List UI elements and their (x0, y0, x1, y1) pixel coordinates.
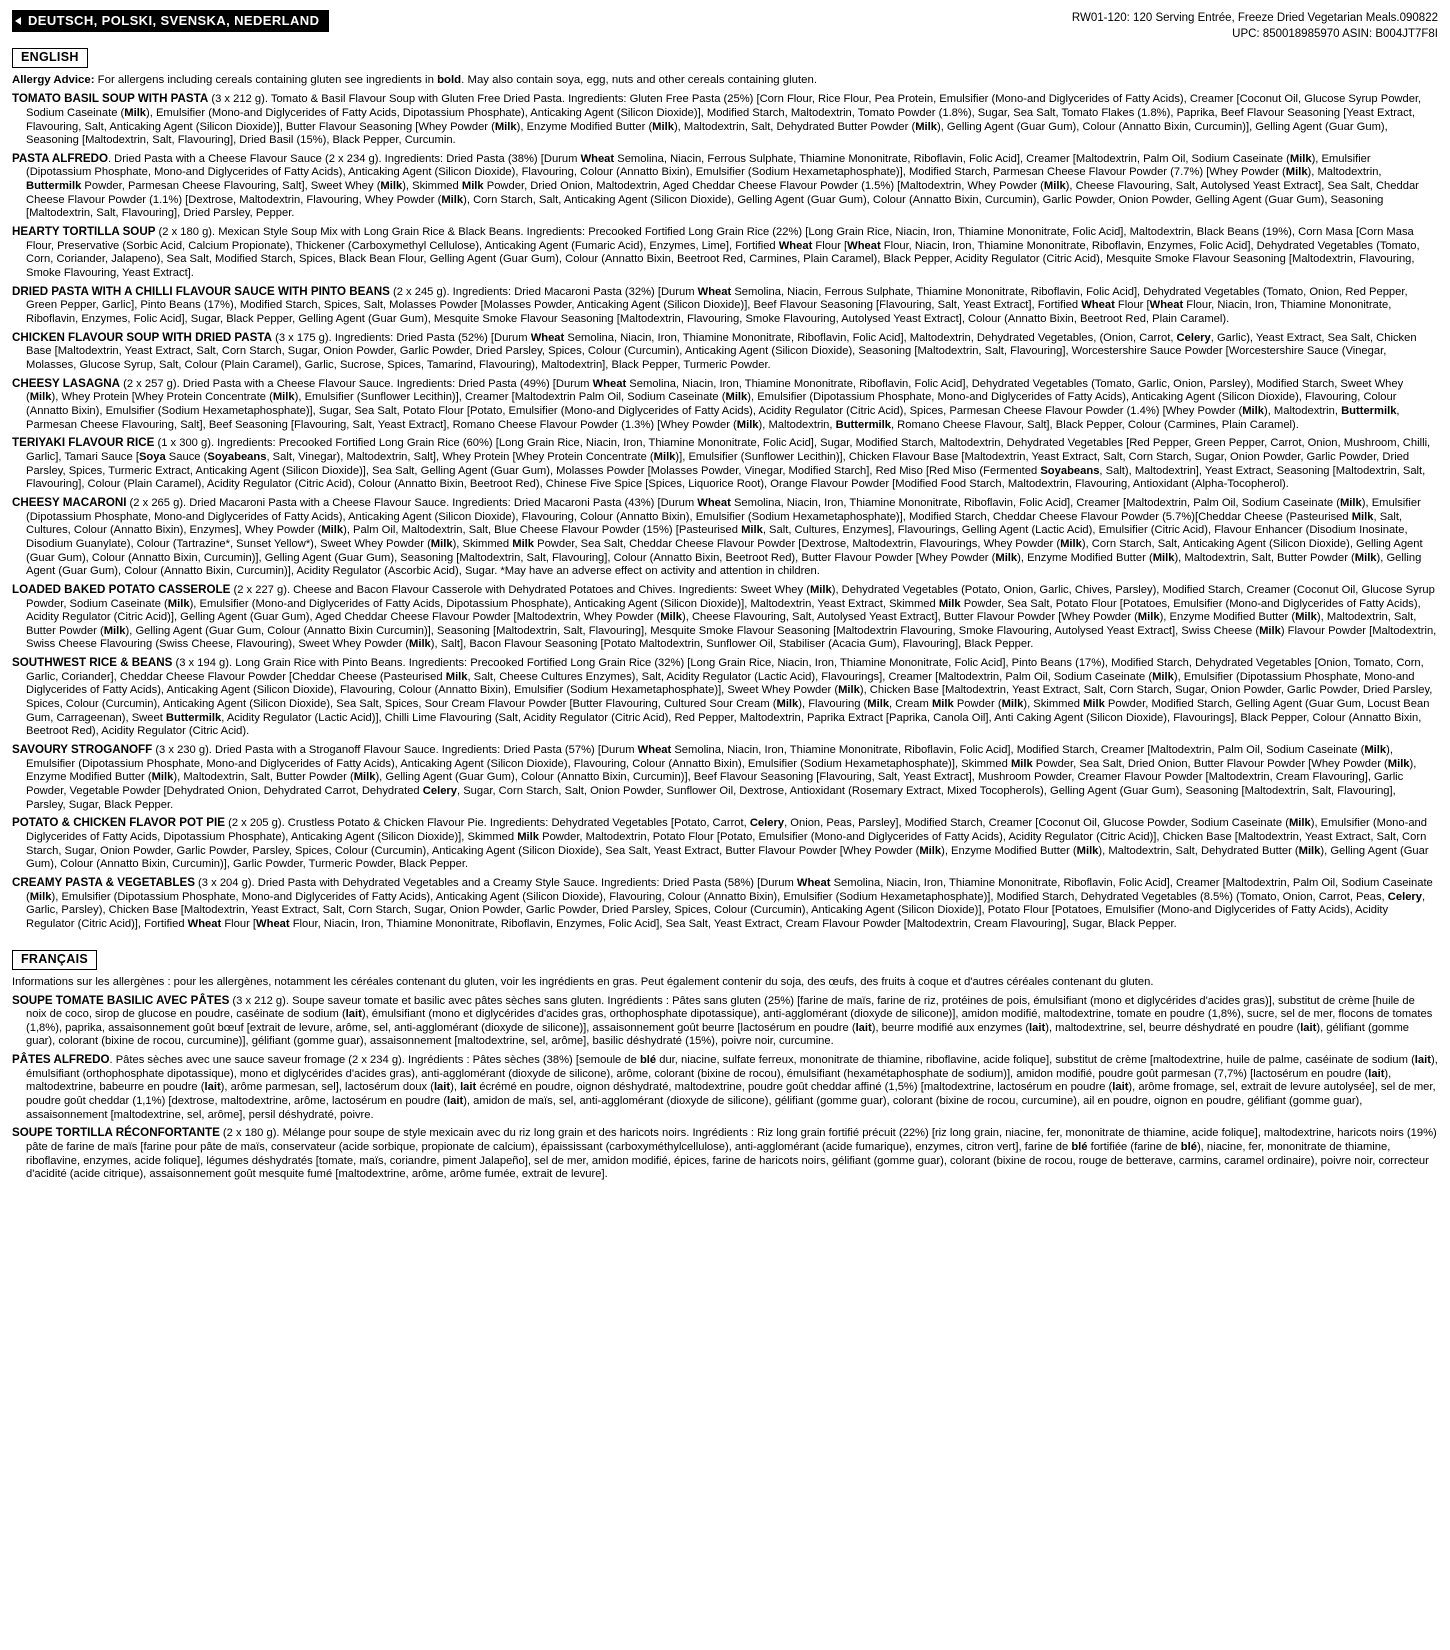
product-code-block (1072, 10, 1438, 42)
allergy-advice-text-2: . May also contain soya, egg, nuts and other cereals containing gluten. (461, 74, 817, 87)
section-tag-francais: FRANÇAIS (12, 950, 97, 970)
ingredient-name: POTATO & CHICKEN FLAVOR POT PIE (12, 816, 225, 830)
ingredient-entry (12, 1053, 1438, 1122)
ingredient-name: LOADED BAKED POTATO CASSEROLE (12, 582, 231, 596)
language-tab: DEUTSCH, POLSKI, SVENSKA, NEDERLAND (12, 10, 329, 32)
allergy-advice-bold: bold (437, 74, 462, 87)
ingredient-name: SOUPE TORTILLA RÉCONFORTANTE (12, 1126, 220, 1140)
header-bar (12, 10, 1438, 42)
ingredient-entry (12, 816, 1438, 872)
ingredients-list-francais (12, 994, 1438, 1183)
ingredient-name: CREAMY PASTA & VEGETABLES (12, 875, 195, 889)
ingredient-entry (12, 92, 1438, 148)
ingredient-entry (12, 331, 1438, 373)
ingredient-entry (12, 1126, 1438, 1182)
ingredient-name: DRIED PASTA WITH A CHILLI FLAVOUR SAUCE WITH PINTO BEANS (12, 284, 390, 298)
ingredient-name: SOUTHWEST RICE & BEANS (12, 656, 173, 670)
ingredient-text: . Pâtes sèches avec une sauce saveur fromage (2 x 234 g). Ingrédients : Pâtes sèches (38%) [semoule de blé dur, niacine, sulfate ferreux, mononitrate de thiamine, riboflavine, acide folique], substitut de crème [maltodextrine, huile de palme, caséinate de sodium (lait), émulsifiant (orthophosphate dipotassique), mono et diglycérides d'acides gras), anti-agglomérant (dioxyde de silicone), arôme, colorant (bixine de rocou), émulsifiant (hexamétaphosphate de sodium)], amidon modifié, poudre goût parmesan (7,7%) [lactosérum en poudre (lait), maltodextrine, babeurre en poudre (lait), arôme parmesan, sel], lactosérum doux (lait), lait écrémé en poudre, oignon déshydraté, maltodextrine, poudre goût cheddar affiné (1,5%) [maltodextrine, lactosérum en poudre (lait), arôme fromage, sel, extrait de levure autolysée], sel de mer, poudre goût cheddar (1,1%) [dextrose, maltodextrine, arôme, lactosérum en poudre (lait), amidon de maïs, sel, anti-agglomérant (dioxyde de silicone), gélifiant (gomme guar), colorant (bixine de rocou, curcumine), ail en poudre, oignon en poudre, gélifiant (gomme guar), assaisonnement [maltodextrine, sel, arôme], persil déshydraté, poivre. (26, 1054, 1438, 1121)
ingredient-entry (12, 152, 1438, 221)
ingredient-name: CHICKEN FLAVOUR SOUP WITH DRIED PASTA (12, 330, 273, 344)
ingredient-entry (12, 656, 1438, 739)
ingredient-text: (3 x 212 g). Soupe saveur tomate et basilic avec pâtes sèches sans gluten. Ingrédients : Pâtes sans gluten (25%) [farine de maïs, farine de riz, protéines de pois, émulsifiant (mono et diglycérides d'acides gras)], substitut de crème [huile de noix de coco, sirop de glucose en poudre, caséinate de sodium (lait), émulsifiant (mono et diglycérides d'acides gras, orthophosphate dipotassique), anti-agglomérant (dioxyde de silicone)], amidon modifié, maltodextrine, tomate en poudre (1,8%), sucre, sel de mer, flocons de tomates (1,8%), paprika, assaisonnement goût bœuf [extrait de levure, arôme, sel, anti-agglomérant (dioxyde de silicone)], assaisonnement goût beurre [lactosérum en poudre (lait), beurre modifié aux enzymes (lait), maltodextrine, sel, beurre déshydraté en poudre (lait), gélifiant (gomme guar), colorant (bixine de rocou, curcumine)], gélifiant (gomme guar), assaisonnement [maltodextrine, sel, arôme], basilic déshydraté (15%), poivre noir, curcumine. (26, 994, 1433, 1048)
ingredient-text: . Dried Pasta with a Cheese Flavour Sauce (2 x 234 g). Ingredients: Dried Pasta (38%) [Durum Wheat Semolina, Niacin, Ferrous Sulphate, Thiamine Mononitrate, Riboflavin, Folic Acid], Creamer [Maltodextrin, Palm Oil, Sodium Caseinate (Milk), Emulsifier (Dipotassium Phosphate, Mono-and Diglycerides of Fatty Acids), Anticaking Agent (Silicon Dioxide), Flavouring, Colour (Annatto Bixin), Emulsifier (Sodium Hexametaphosphate)], Modified Starch, Parmesan Cheese Flavour Powder (7.7%) [Whey Powder (Milk), Maltodextrin, Buttermilk Powder, Parmesan Cheese Flavouring, Salt], Sweet Whey (Milk), Skimmed Milk Powder, Dried Onion, Maltodextrin, Aged Cheddar Cheese Flavour Powder (1.5%) [Maltodextrin, Whey Powder (Milk), Cheese Flavouring, Salt, Autolysed Yeast Extract], Sea Salt, Cheddar Cheese Flavour Powder (1.1%) [Dextrose, Maltodextrin, Flavouring, Whey Powder (Milk), Corn Starch, Salt, Anticaking Agent (Silicon Dioxide), Gelling Agent (Guar Gum), Colour (Annatto Bixin, Curcumin), Garlic Powder, Onion Powder, Gelling Agent (Guar Gum), Seasoning [Maltodextrin, Salt, Flavouring], Dried Parsley, Pepper. (26, 152, 1419, 220)
ingredient-text: (2 x 180 g). Mexican Style Soup Mix with Long Grain Rice & Black Beans. Ingredients: Precooked Fortified Long Grain Rice (22%) [Long Grain Rice, Niacin, Iron, Thiamine Mononitrate, Folic Acid], Maltodextrin, Black Beans (19%), Corn Masa [Corn Masa Flour, Preservative (Sorbic Acid, Calcium Propionate), Thickener (Carboxymethyl Cellulose), Anticaking Agent (Fumaric Acid), Enzymes, Lime], Fortified Wheat Flour [Wheat Flour, Niacin, Iron, Thiamine Mononitrate, Riboflavin, Enzymes, Folic Acid], Dehydrated Vegetables (Tomato, Corn, Coriander, Jalapeno), Sea Salt, Modified Starch, Spices, Black Bean Flour, Gelling Agent (Guar Gum), Colour (Annatto Bixin, Beetroot Red, Carmines, Plain Caramel), Black Pepper, Acidity Regulator (Citric Acid), Mesquite Smoke Flavour Seasoning [Maltodextrin, Flavouring, Smoke Flavouring, Yeast Extract]. (26, 226, 1420, 280)
allergy-advice-label: Allergy Advice: (12, 74, 95, 87)
ingredient-name: TOMATO BASIL SOUP WITH PASTA (12, 92, 209, 106)
ingredient-text: (2 x 205 g). Crustless Potato & Chicken Flavour Pie. Ingredients: Dehydrated Vegetables [Potato, Carrot, Celery, Onion, Peas, Parsley], Modified Starch, Creamer [Coconut Oil, Glucose Powder, Sodium Caseinate (Milk), Emulsifier (Mono-and Diglycerides of Fatty Acids, Dipotassium Phosphate), Anticaking Agent (Silicon Dioxide)], Skimmed Milk Powder, Maltodextrin, Potato Flour [Potato, Emulsifier (Mono-and Diglycerides of Fatty Acids), Acidity Regulator (Citric Acid)], Chicken Base [Maltodextrin, Yeast Extract, Salt, Corn Starch, Sugar, Onion Powder, Garlic Powder, Parsley, Spices, Colour (Curcumin), Anticaking Agent (Silicon Dioxide), Sea Salt, Yeast Extract, Butter Flavour Powder [Whey Powder (Milk), Enzyme Modified Butter (Milk), Maltodextrin, Salt, Dehydrated Butter (Milk), Gelling Agent (Guar Gum), Colour (Annatto Bixin, Curcumin)], Garlic Powder, Turmeric Powder, Black Pepper. (26, 817, 1429, 871)
ingredient-name: SOUPE TOMATE BASILIC AVEC PÂTES (12, 993, 230, 1007)
ingredient-text: (2 x 180 g). Mélange pour soupe de style mexicain avec du riz long grain et des haricots noirs. Ingrédients : Riz long grain fortifié précuit (22%) [riz long grain, niacine, fer, mononitrate de thiamine, acide folique], maltodextrine, haricots noirs (19%) pâte de farine de maïs [farine pour pâte de maïs, conservateur (acide sorbique, propionate de calcium), épaississant (carboxyméthylcellulose), anti-agglomérant (acide fumarique), enzymes, citron vert], farine de blé fortifiée (farine de blé), niacine, fer, mononitrate de thiamine, riboflavine, enzymes, acide folique], légumes déshydratés [tomate, maïs, coriandre, piment Jalapeño], sel de mer, amidon modifié, épices, farine de haricots noirs, gélifiant (gomme guar), colorant (bixine de rocou, rouge de betterave, carmins, caramel ordinaire), poivre noir, correcteur d'acidité (acide citrique), assaisonnement goût mesquite fumé [maltodextrine, arôme, arôme fumée, extrait de levure]. (26, 1127, 1437, 1181)
product-code: RW01-120: 120 Serving Entrée, Freeze Dried Vegetarian Meals.090822 (1071, 12, 1438, 24)
ingredient-name: CHEESY MACARONI (12, 495, 127, 509)
ingredient-text: (2 x 257 g). Dried Pasta with a Cheese Flavour Sauce. Ingredients: Dried Pasta (49%) [Durum Wheat Semolina, Niacin, Iron, Thiamine Mononitrate, Riboflavin, Folic Acid], Dehydrated Vegetables (Tomato, Garlic, Onion, Parsley), Modified Starch, Sweet Whey (Milk), Whey Protein [Whey Protein Concentrate (Milk), Emulsifier (Sunflower Lecithin)], Creamer [Maltodextrin Palm Oil, Sodium Caseinate (Milk), Emulsifier (Dipotassium Phosphate, Mono-and Diglycerides of Fatty Acids), Anticaking Agent (Silicon Dioxide), Flavouring, Colour (Annatto Bixin), Emulsifier (Sodium Hexametaphosphate)], Sugar, Sea Salt, Potato Flour [Potato, Emulsifier (Mono-and Diglycerides of Fatty Acids), Acidity Regulator (Citric Acid), Spices, Parmesan Cheese Flavour Powder (1.4%) [Whey Powder (Milk), Maltodextrin, Buttermilk, Parmesan Cheese Flavouring, Salt], Beef Seasoning [Flavouring, Salt, Yeast Extract], Romano Cheese Flavour Powder (1.3%) [Whey Powder (Milk), Maltodextrin, Buttermilk, Romano Cheese Flavour, Salt], Black Pepper, Colour (Carmines, Plain Caramel). (26, 377, 1404, 431)
ingredient-text: (3 x 230 g). Dried Pasta with a Stroganoff Flavour Sauce. Ingredients: Dried Pasta (57%) [Durum Wheat Semolina, Niacin, Iron, Thiamine Mononitrate, Riboflavin, Folic Acid], Modified Starch, Creamer [Maltodextrin, Palm Oil, Sodium Caseinate (Milk), Emulsifier (Dipotassium Phosphate, Mono-and Diglycerides of Fatty Acids), Anticaking Agent (Silicon Dioxide), Flavouring, Colour (Annatto Bixin), Emulsifier (Sodium Hexametaphosphate)], Skimmed Milk Powder, Sea Salt, Dried Onion, Butter Flavour Powder [Whey Powder (Milk), Enzyme Modified Butter (Milk), Maltodextrin, Salt, Butter Powder (Milk), Gelling Agent (Guar Gum), Colour (Annatto Bixin, Curcumin)], Beef Flavour Seasoning [Flavouring, Salt, Yeast Extract], Mushroom Powder, Creamer Flavour Powder [Maltodextrin, Cream Flavouring], Garlic Powder, Vegetable Powder [Dehydrated Onion, Dehydrated Carrot, Dehydrated Celery, Sugar, Corn Starch, Salt, Onion Powder, Sunflower Oil, Dextrose, Antioxidant (Rosemary Extract, Mixed Tocopherols), Gelling Agent (Guar Gum), Seasoning [Maltodextrin, Salt, Flavouring], Parsley, Sugar, Black Pepper. (26, 744, 1417, 811)
ingredient-entry (12, 876, 1438, 932)
ingredient-entry (12, 377, 1438, 433)
product-identifiers: UPC: 850018985970 ASIN: B004JT7F8I (1232, 27, 1438, 40)
ingredient-entry (12, 225, 1438, 281)
allergy-advice-text-1: For allergens including cereals containing gluten see ingredients in (94, 74, 438, 87)
ingredient-text: (3 x 175 g). Ingredients: Dried Pasta (52%) [Durum Wheat Semolina, Niacin, Iron, Thiamine Mononitrate, Riboflavin, Folic Acid], Maltodextrin, Dehydrated Vegetables, (Onion, Carrot, Celery, Garlic), Yeast Extract, Sea Salt, Chicken Base [Maltodextrin, Yeast Extract, Salt, Corn Starch, Sugar, Onion Powder, Garlic Powder, Dried Parsley, Spices, Colour (Curcumin), Anticaking Agent (Silicon Dioxide), Seasoning [Maltodextrin, Salt, Flavouring], Worcestershire Sauce Powder [Worcestershire Sauce (Vinegar, Molasses, Glucose Syrup, Salt, Colour (Plain Caramel), Garlic, Sucrose, Spices, Tamarind, Flavouring), Maltodextrin], Black Pepper, Turmeric Powder. (26, 331, 1417, 371)
ingredient-name: PÂTES ALFREDO (12, 1053, 110, 1067)
ingredient-text: (2 x 245 g). Ingredients: Dried Macaroni Pasta (32%) [Durum Wheat Semolina, Niacin, Ferrous Sulphate, Thiamine Mononitrate, Riboflavin, Folic Acid], Dehydrated Vegetables (Tomato, Onion, Red Pepper, Green Pepper, Garlic], Pinto Beans (17%), Modified Starch, Spices, Salt, Molasses Powder [Molasses Powder, Anticaking Agent (Silicon Dioxide)], Beef Flavour Seasoning [Flavouring, Salt, Yeast Extract], Fortified Wheat Flour [Wheat Flour, Niacin, Iron, Thiamine Mononitrate, Riboflavin, Enzymes, Folic Acid], Sugar, Black Pepper, Gelling Agent (Guar Gum), Mesquite Smoke Flavour Seasoning [Maltodextrin, Flavouring, Smoke Flavouring, Autolysed Yeast Extract], Colour (Annatto Bixin, Beetroot Red, Plain Caramel). (26, 285, 1408, 326)
ingredient-name: SAVOURY STROGANOFF (12, 743, 153, 757)
ingredient-name: TERIYAKI FLAVOUR RICE (12, 436, 155, 450)
ingredient-entry (12, 285, 1438, 327)
ingredient-name: HEARTY TORTILLA SOUP (12, 225, 156, 239)
ingredient-entry (12, 496, 1438, 579)
ingredient-entry (12, 436, 1438, 492)
ingredient-name: CHEESY LASAGNA (12, 376, 121, 390)
ingredient-name: PASTA ALFREDO (12, 151, 108, 165)
section-tag-english: ENGLISH (12, 48, 88, 68)
ingredient-text: (1 x 300 g). Ingredients: Precooked Fortified Long Grain Rice (60%) [Long Grain Rice, Niacin, Iron, Thiamine Mononitrate, Folic Acid], Sugar, Modified Starch, Maltodextrin, Dehydrated Vegetables [Red Pepper, Green Pepper, Carrot, Onion, Mushroom, Chilli, Garlic], Tamari Sauce [Soya Sauce (Soyabeans, Salt, Vinegar), Maltodextrin, Salt], Whey Protein [Whey Protein Concentrate (Milk)], Emulsifier (Sunflower Lecithin)], Chicken Flavour Base [Maltodextrin, Yeast Extract, Salt, Corn Starch, Sugar, Onion Powder, Garlic Powder, Dried Parsley, Spices, Turmeric Extract, Anticaking Agent (Silicon Dioxide)], Sea Salt, Gelling Agent (Guar Gum), Molasses Powder [Molasses Powder, Vinegar, Modified Starch], Red Miso [Red Miso (Fermented Soyabeans, Salt), Maltodextrin], Yeast Extract, Seasoning [Maltodextrin, Salt, Flavouring], Colour (Plain Caramel), Acidity Regulator (Citric Acid), Colour (Annatto Bixin, Beetroot Red), Chinese Five Spice [Spices, Liquorice Root), Orange Flavour Powder [Modified Food Starch, Maltodextrin, Flavouring, Antioxidant (Alpha-Tocopherol). (26, 437, 1431, 491)
ingredient-text: (3 x 212 g). Tomato & Basil Flavour Soup with Gluten Free Dried Pasta. Ingredients: Gluten Free Pasta (25%) [Corn Flour, Rice Flour, Pea Protein, Emulsifier (Mono-and Diglycerides of Fatty Acids), Creamer [Coconut Oil, Glucose Syrup Powder, Sodium Caseinate (Milk), Emulsifier (Mono-and Diglycerides of Fatty Acids, Dipotassium Phosphate), Anticaking Agent (Silicon Dioxide)], Modified Starch, Maltodextrin, Tomato Powder (1.8%), Sugar, Sea Salt, Tomato Flakes (1.8%), Paprika, Beef Flavour Seasoning [Yeast Extract, Flavouring, Salt, Anticaking Agent (Silicon Dioxide)], Butter Flavour Seasoning [Whey Powder (Milk), Enzyme Modified Butter (Milk), Maltodextrin, Salt, Dehydrated Butter Powder (Milk), Gelling Agent (Guar Gum), Colour (Annatto Bixin, Curcumin)], Gelling Agent (Guar Gum), Seasoning [Maltodextrin, Salt, Flavouring], Dried Basil (15%), Black Pepper, Curcumin. (26, 93, 1422, 147)
ingredient-text: (2 x 227 g). Cheese and Bacon Flavour Casserole with Dehydrated Potatoes and Chives. Ingredients: Sweet Whey (Milk), Dehydrated Vegetables (Potato, Onion, Garlic, Chives, Parsley), Modified Starch, Creamer (Coconut Oil, Glucose Syrup Powder, Sodium Caseinate (Milk), Emulsifier (Mono-and Diglycerides of Fatty Acids, Dipotassium Phosphate), Anticaking Agent (Silicon Dioxide)], Maltodextrin, Yeast Extract, Skimmed Milk Powder, Sea Salt, Potato Flour [Potatoes, Emulsifier (Mono-and Diglycerides of Fatty Acids), Acidity Regulator (Citric Acid)], Gelling Agent (Guar Gum), Aged Cheddar Cheese Flavour Powder [Maltodextrin, Whey Powder (Milk), Cheese Flavouring, Salt, Autolysed Yeast Extract], Butter Flavour Powder [Whey Powder (Milk), Enzyme Modified Butter (Milk), Maltodextrin, Salt, Butter Powder (Milk), Gelling Agent (Guar Gum, Colour (Annatto Bixin Curcumin)], Seasoning [Maltodextrin, Salt, Flavouring], Mesquite Smoke Flavour Seasoning [Maltodextrin Flavouring, Smoke Flavouring, Autolysed Yeast Extract], Swiss Cheese (Milk) Flavour Powder [Maltodextrin, Swiss Cheese Flavouring (Swiss Cheese, Flavouring), Sweet Whey Powder (Milk), Salt], Bacon Flavour Seasoning [Potato Maltodextrin, Sunflower Oil, Stabiliser (Acacia Gum), Flavouring], Black Pepper. (26, 583, 1437, 651)
ingredient-entry (12, 743, 1438, 812)
ingredient-text: (3 x 194 g). Long Grain Rice with Pinto Beans. Ingredients: Precooked Fortified Long Grain Rice (32%) [Long Grain Rice, Niacin, Iron, Thiamine Mononitrate, Folic Acid], Pinto Beans (17%), Modified Starch, Dehydrated Vegetables [Onion, Tomato, Corn, Garlic, Coriander], Cheddar Cheese Flavour Powder [Cheddar Cheese (Pasteurised Milk, Salt, Cheese Cultures Enzymes), Salt, Acidity Regulator (Lactic Acid), Flavourings], Creamer [Maltodextrin, Palm Oil, Sodium Caseinate (Milk), Emulsifier (Dipotassium Phosphate, Mono-and Diglycerides of Fatty Acids), Anticaking Agent (Silicon Dioxide), Flavouring, Colour (Annatto Bixin), Emulsifier (Sodium Hexametaphosphate)], Sweet Whey Powder (Milk), Chicken Base [Maltodextrin, Yeast Extract, Salt, Corn Starch, Sugar, Onion Powder, Garlic Powder, Dried Parsley, Spices, Colour (Curcumin), Anticaking Agent (Silicon Dioxide), Sea Salt, Spices, Sour Cream Flavour Powder [Butter Flavouring, Cultured Sour Cream (Milk), Flavouring (Milk, Cream Milk Powder (Milk), Skimmed Milk Powder, Modified Starch, Gelling Agent (Guar Gum, Locust Bean Gum, Carrageenan), Sweet Buttermilk, Acidity Regulator (Lactic Acid)], Chilli Lime Flavouring (Salt, Acidity Regulator (Citric Acid), Red Pepper, Maltodextrin, Paprika Extract [Paprika, Canola Oil], Anti Caking Agent (Silicon Dioxide), Flavourings], Black Pepper, Colour (Annatto Bixin, Beetroot Red), Acidity Regulator (Citric Acid). (26, 657, 1433, 738)
ingredient-entry (12, 583, 1438, 652)
ingredient-text: (3 x 204 g). Dried Pasta with Dehydrated Vegetables and a Creamy Style Sauce. Ingredients: Dried Pasta (58%) [Durum Wheat Semolina, Niacin, Iron, Thiamine Mononitrate, Riboflavin, Folic Acid], Creamer [Maltodextrin, Palm Oil, Sodium Caseinate (Milk), Emulsifier (Dipotassium Phosphate, Mono-and Diglycerides of Fatty Acids), Anticaking Agent (Silicon Dioxide), Flavouring, Colour (Annatto Bixin), Emulsifier (Sodium Hexametaphosphate)], Modified Starch, Dehydrated Vegetables (8.5%) (Tomato, Onion, Carrot, Peas, Celery, Garlic, Parsley), Chicken Base [Maltodextrin, Yeast Extract, Salt, Corn Starch, Sugar, Onion Powder, Garlic Powder, Dried Parsley, Spices, Colour (Curcumin), Anticaking Agent (Silicon Dioxide)], Potato Flour [Potatoes, Emulsifier (Mono-and Diglycerides of Fatty Acids), Acidity Regulator (Citric Acid)], Fortified Wheat Flour [Wheat Flour, Niacin, Iron, Thiamine Mononitrate, Riboflavin, Enzymes, Folic Acid], Sea Salt, Yeast Extract, Cream Flavour Powder [Maltodextrin, Cream Flavouring], Sugar, Black Pepper. (26, 876, 1433, 930)
allergy-advice-english (12, 74, 1438, 88)
ingredients-list-english (12, 92, 1438, 931)
allergy-advice-francais: Informations sur les allergènes : pour les allergènes, notamment les céréales contenant du gluten, voir les ingrédients en gras. Peut également contenir du soja, des œufs, des fruits à coque et d'autres céréales contenant du gluten. (12, 975, 1154, 988)
ingredient-entry (12, 994, 1438, 1050)
ingredient-text: (2 x 265 g). Dried Macaroni Pasta with a Cheese Flavour Sauce. Ingredients: Dried Macaroni Pasta (43%) [Durum Wheat Semolina, Niacin, Iron, Thiamine Mononitrate, Riboflavin, Folic Acid], Creamer [Maltodextrin, Palm Oil, Sodium Caseinate (Milk), Emulsifier (Dipotassium Phosphate, Mono-and Diglycerides of Fatty Acids), Anticaking Agent (Silicon Dioxide), Flavouring, Colour (Annatto Bixin), Emulsifier (Sodium Hexametaphosphate)], Modified Starch, Cheddar Cheese Flavour Powder (5.7%)[Cheddar Cheese (Pasteurised Milk, Salt, Cultures, Colour (Annatto Bixin), Enzymes], Whey Powder (Milk), Palm Oil, Maltodextrin, Salt, Blue Cheese Flavour Powder (15%) [Pasteurised Milk, Salt, Cultures, Enzymes], Flavourings, Gelling Agent (Lactic Acid), Emulsifier (Citric Acid), Flavour Enhancer (Disodium Inosinate, Disodium Guanylate), Colour (Tartrazine*, Sunset Yellow*), Sweet Whey Powder (Milk), Skimmed Milk Powder, Sea Salt, Cheddar Cheese Flavour Powder [Dextrose, Maltodextrin, Flavourings, Whey Powder (Milk), Corn Starch, Salt, Anticaking Agent (Silicon Dioxide), Gelling Agent (Guar Gum), Colour (Annatto Bixin, Curcumin)], Gelling Agent (Guar Gum), Seasoning [Maltodextrin, Salt, Flavouring], Colour (Annatto Bixin, Beetroot Red), Butter Flavour Powder [Whey Powder (Milk), Enzyme Modified Butter (Milk), Maltodextrin, Salt, Butter Powder (Milk), Gelling Agent (Guar Gum), Colour (Annatto Bixin, Curcumin)], Acidity Regulator (Ascorbic Acid), Sugar. *May have an adverse effect on activity and attention in children. (26, 496, 1423, 578)
